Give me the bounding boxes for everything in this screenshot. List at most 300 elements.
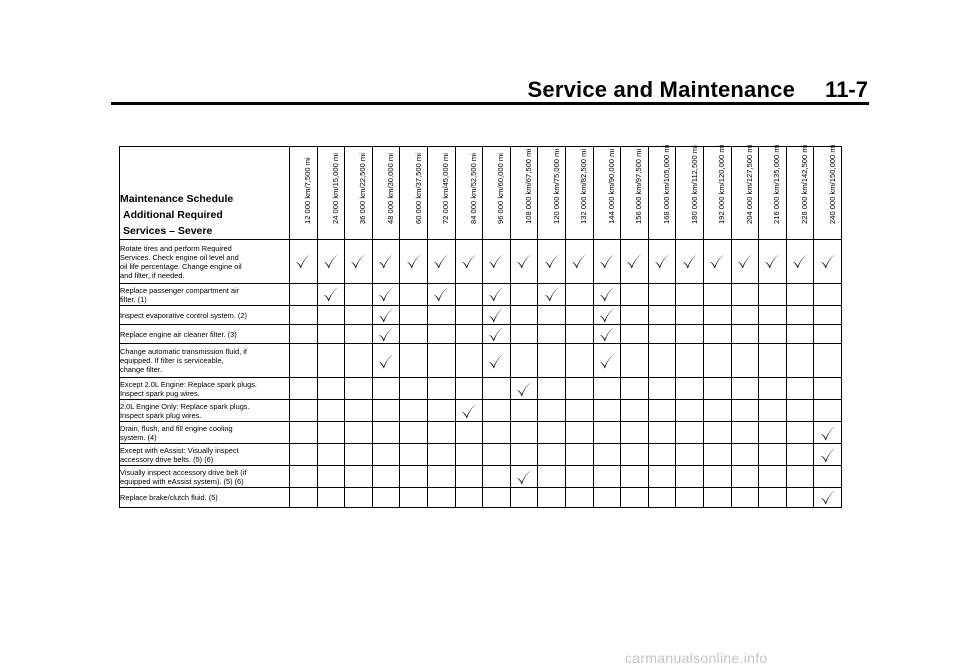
interval-header [427, 147, 455, 240]
checkmark-icon [625, 252, 643, 270]
interval-label: 24 000 km/15,000 mi [330, 153, 340, 224]
service-task-line: accessory drive belts. (5) (6) [120, 454, 214, 464]
schedule-cell [648, 466, 676, 488]
interval-label: 192 000 km/120,000 mi [717, 144, 727, 224]
schedule-cell [621, 488, 649, 507]
schedule-cell [814, 240, 842, 284]
schedule-cell [648, 422, 676, 444]
interval-label: 72 000 km/45,000 mi [441, 153, 451, 224]
schedule-cell [372, 466, 400, 488]
schedule-cell [317, 344, 345, 378]
schedule-cell [648, 378, 676, 400]
schedule-cell [510, 325, 538, 344]
schedule-cell [676, 240, 704, 284]
schedule-cell [648, 284, 676, 306]
schedule-cell [290, 400, 318, 422]
schedule-cell [427, 422, 455, 444]
schedule-cell [345, 240, 373, 284]
schedule-cell [317, 284, 345, 306]
schedule-cell [759, 400, 787, 422]
schedule-cell [676, 284, 704, 306]
schedule-cell [538, 444, 566, 466]
schedule-cell [786, 422, 814, 444]
schedule-cell [676, 400, 704, 422]
schedule-cell [427, 400, 455, 422]
schedule-cell [510, 344, 538, 378]
checkmark-icon [349, 252, 367, 270]
checkmark-icon [377, 325, 395, 343]
schedule-cell [427, 466, 455, 488]
schedule-cell [345, 325, 373, 344]
checkmark-icon [487, 325, 505, 343]
schedule-cell [317, 378, 345, 400]
schedule-cell [372, 344, 400, 378]
table-title-line: Maintenance Schedule [120, 193, 234, 205]
schedule-cell [759, 344, 787, 378]
schedule-cell [731, 344, 759, 378]
service-task-line: 2.0L Engine Only: Replace spark plugs. [120, 401, 250, 411]
schedule-cell [538, 306, 566, 325]
schedule-cell [814, 306, 842, 325]
schedule-cell [731, 240, 759, 284]
schedule-cell [648, 240, 676, 284]
service-task-line: Replace passenger compartment air [120, 285, 240, 295]
interval-header-row [120, 147, 842, 240]
service-task [120, 240, 290, 284]
schedule-cell [345, 306, 373, 325]
schedule-cell [648, 400, 676, 422]
interval-header [621, 147, 649, 240]
service-task [120, 306, 290, 325]
checkmark-icon [791, 252, 809, 270]
schedule-cell [400, 466, 428, 488]
schedule-cell [759, 466, 787, 488]
schedule-cell [621, 284, 649, 306]
schedule-cell [703, 344, 731, 378]
schedule-cell [372, 240, 400, 284]
interval-label: 84 000 km/52,500 mi [468, 153, 478, 224]
schedule-cell [565, 488, 593, 507]
service-task-line: Replace brake/clutch fluid. (5) [120, 493, 218, 503]
checkmark-icon [515, 252, 533, 270]
interval-header [400, 147, 428, 240]
checkmark-icon [377, 352, 395, 370]
interval-label: 144 000 km/90,000 mi [606, 148, 616, 224]
schedule-cell [345, 422, 373, 444]
schedule-cell [759, 240, 787, 284]
interval-label: 180 000 km/112,500 mi [689, 145, 699, 224]
service-task-line: Services. Check engine oil level and [120, 252, 239, 262]
interval-header [538, 147, 566, 240]
service-task-line: oil life percentage. Change engine oil [120, 261, 242, 271]
schedule-cell [593, 400, 621, 422]
table-title [120, 147, 290, 240]
interval-label: 156 000 km/97,500 mi [634, 148, 644, 224]
schedule-cell [593, 422, 621, 444]
schedule-cell [814, 422, 842, 444]
schedule-cell [455, 378, 483, 400]
interval-header [317, 147, 345, 240]
schedule-cell [676, 378, 704, 400]
checkmark-icon [819, 252, 837, 270]
schedule-cell [455, 284, 483, 306]
schedule-cell [345, 378, 373, 400]
page-title: Service and Maintenance [527, 77, 795, 102]
service-task-line: Replace engine air cleaner filter. (3) [120, 329, 237, 339]
schedule-cell [317, 444, 345, 466]
schedule-cell [703, 444, 731, 466]
schedule-cell [290, 284, 318, 306]
schedule-cell [786, 344, 814, 378]
schedule-cell [290, 344, 318, 378]
checkmark-icon [819, 488, 837, 506]
schedule-cell [676, 444, 704, 466]
schedule-cell [565, 378, 593, 400]
schedule-cell [731, 422, 759, 444]
schedule-cell [731, 488, 759, 507]
schedule-cell [593, 284, 621, 306]
schedule-cell [345, 284, 373, 306]
schedule-cell [483, 344, 511, 378]
schedule-cell [290, 240, 318, 284]
checkmark-icon [570, 252, 588, 270]
checkmark-icon [819, 424, 837, 442]
service-task-line: Change automatic transmission fluid, if [120, 347, 247, 357]
schedule-cell [593, 488, 621, 507]
schedule-cell [372, 488, 400, 507]
schedule-cell [483, 306, 511, 325]
schedule-cell [538, 284, 566, 306]
interval-header [290, 147, 318, 240]
schedule-cell [455, 400, 483, 422]
schedule-cell [621, 344, 649, 378]
interval-label: 12 000 km/7,500 mi [303, 157, 313, 224]
interval-header [731, 144, 759, 240]
schedule-cell [703, 488, 731, 507]
service-task-line: equipped with eAssist system). (5) (6) [120, 476, 244, 486]
schedule-cell [814, 488, 842, 507]
interval-header [759, 144, 787, 240]
checkmark-icon [598, 252, 616, 270]
schedule-cell [510, 240, 538, 284]
checkmark-icon [487, 252, 505, 270]
schedule-cell [786, 444, 814, 466]
schedule-row [120, 240, 842, 284]
interval-label: 240 000 km/150,000 mi [827, 144, 837, 224]
interval-header [703, 144, 731, 240]
interval-header [345, 147, 373, 240]
schedule-cell [345, 466, 373, 488]
schedule-cell [345, 400, 373, 422]
schedule-cell [455, 240, 483, 284]
schedule-cell [538, 378, 566, 400]
schedule-cell [400, 240, 428, 284]
interval-label: 216 000 km/135,000 mi [772, 144, 782, 224]
schedule-cell [538, 466, 566, 488]
checkmark-icon [543, 285, 561, 303]
schedule-cell [510, 306, 538, 325]
schedule-cell [510, 444, 538, 466]
schedule-cell [317, 466, 345, 488]
schedule-cell [759, 325, 787, 344]
schedule-cell [345, 344, 373, 378]
checkmark-icon [598, 306, 616, 324]
schedule-cell [731, 284, 759, 306]
schedule-cell [621, 400, 649, 422]
schedule-cell [759, 444, 787, 466]
schedule-cell [648, 325, 676, 344]
schedule-cell [621, 240, 649, 284]
schedule-cell [593, 306, 621, 325]
schedule-cell [483, 378, 511, 400]
service-task-line: Visually inspect accessory drive belt (if [120, 467, 247, 477]
schedule-cell [290, 422, 318, 444]
schedule-cell [400, 378, 428, 400]
schedule-cell [427, 444, 455, 466]
schedule-cell [593, 466, 621, 488]
checkmark-icon [681, 252, 699, 270]
service-task-line: Except with eAssist: Visually inspect [120, 445, 239, 455]
schedule-cell [565, 422, 593, 444]
schedule-row [120, 306, 842, 325]
schedule-cell [372, 306, 400, 325]
schedule-cell [565, 400, 593, 422]
schedule-cell [703, 306, 731, 325]
schedule-cell [483, 488, 511, 507]
schedule-cell [455, 325, 483, 344]
schedule-cell [731, 444, 759, 466]
page-number: 11-7 [825, 77, 868, 102]
schedule-cell [593, 378, 621, 400]
schedule-cell [538, 422, 566, 444]
schedule-cell [372, 400, 400, 422]
schedule-row [120, 400, 842, 422]
schedule-cell [814, 344, 842, 378]
checkmark-icon [543, 252, 561, 270]
schedule-cell [538, 325, 566, 344]
checkmark-icon [460, 252, 478, 270]
checkmark-icon [377, 306, 395, 324]
schedule-cell [593, 325, 621, 344]
service-task [120, 488, 290, 507]
schedule-cell [317, 240, 345, 284]
schedule-cell [814, 325, 842, 344]
interval-label: 228 000 km/142,500 mi [799, 144, 809, 224]
checkmark-icon [432, 285, 450, 303]
checkmark-icon [487, 285, 505, 303]
schedule-cell [814, 284, 842, 306]
checkmark-icon [598, 352, 616, 370]
checkmark-icon [460, 402, 478, 420]
schedule-cell [455, 344, 483, 378]
checkmark-icon [708, 252, 726, 270]
schedule-cell [648, 444, 676, 466]
schedule-cell [565, 444, 593, 466]
site-watermark: carmanualsonline.info [625, 650, 768, 666]
checkmark-icon [598, 285, 616, 303]
schedule-row [120, 488, 842, 507]
schedule-row [120, 284, 842, 306]
schedule-cell [345, 444, 373, 466]
schedule-cell [759, 306, 787, 325]
schedule-cell [372, 325, 400, 344]
schedule-row [120, 325, 842, 344]
schedule-cell [814, 400, 842, 422]
interval-label: 120 000 km/75,000 mi [551, 148, 561, 224]
schedule-cell [455, 444, 483, 466]
schedule-cell [731, 306, 759, 325]
schedule-cell [786, 325, 814, 344]
schedule-cell [290, 444, 318, 466]
schedule-cell [455, 488, 483, 507]
service-task [120, 444, 290, 466]
schedule-cell [400, 306, 428, 325]
schedule-cell [621, 306, 649, 325]
schedule-cell [676, 306, 704, 325]
schedule-cell [510, 422, 538, 444]
schedule-cell [317, 488, 345, 507]
schedule-cell [786, 400, 814, 422]
interval-header [565, 147, 593, 240]
interval-label: 96 000 km/60,000 mi [496, 153, 506, 224]
schedule-cell [759, 284, 787, 306]
checkmark-icon [487, 306, 505, 324]
schedule-row [120, 444, 842, 466]
schedule-cell [814, 444, 842, 466]
schedule-cell [317, 400, 345, 422]
schedule-cell [703, 325, 731, 344]
schedule-cell [565, 344, 593, 378]
service-task [120, 284, 290, 306]
schedule-cell [731, 325, 759, 344]
service-task [120, 400, 290, 422]
interval-header [648, 144, 676, 240]
schedule-cell [483, 444, 511, 466]
schedule-cell [372, 444, 400, 466]
schedule-cell [483, 422, 511, 444]
checkmark-icon [294, 252, 312, 270]
schedule-cell [814, 466, 842, 488]
checkmark-icon [736, 252, 754, 270]
schedule-cell [676, 344, 704, 378]
schedule-cell [759, 422, 787, 444]
checkmark-icon [487, 352, 505, 370]
schedule-cell [565, 284, 593, 306]
interval-label: 36 000 km/22,500 mi [358, 153, 368, 224]
header-rule [111, 102, 869, 105]
schedule-cell [676, 325, 704, 344]
schedule-cell [703, 240, 731, 284]
schedule-row [120, 466, 842, 488]
schedule-cell [510, 378, 538, 400]
interval-label: 132 000 km/82,500 mi [579, 148, 589, 224]
schedule-cell [538, 488, 566, 507]
schedule-cell [786, 240, 814, 284]
schedule-cell [400, 444, 428, 466]
interval-label: 168 000 km/105,000 mi [662, 144, 672, 224]
service-task-line: Rotate tires and perform Required [120, 243, 232, 253]
schedule-row [120, 344, 842, 378]
service-task [120, 422, 290, 444]
schedule-cell [731, 400, 759, 422]
schedule-cell [455, 306, 483, 325]
schedule-cell [648, 306, 676, 325]
schedule-row [120, 378, 842, 400]
schedule-cell [759, 378, 787, 400]
schedule-cell [621, 444, 649, 466]
schedule-cell [400, 488, 428, 507]
schedule-cell [510, 400, 538, 422]
checkmark-icon [819, 446, 837, 464]
schedule-cell [814, 378, 842, 400]
schedule-cell [317, 306, 345, 325]
schedule-cell [703, 378, 731, 400]
schedule-cell [731, 378, 759, 400]
checkmark-icon [763, 252, 781, 270]
schedule-cell [786, 466, 814, 488]
schedule-cell [290, 325, 318, 344]
maintenance-schedule-table [119, 146, 842, 508]
checkmark-icon [322, 252, 340, 270]
schedule-cell [538, 344, 566, 378]
interval-header [786, 144, 814, 240]
service-task-line: change filter. [120, 365, 162, 375]
schedule-cell [703, 400, 731, 422]
interval-label: 108 000 km/67,500 mi [524, 148, 534, 224]
schedule-cell [593, 444, 621, 466]
service-task [120, 325, 290, 344]
interval-header [593, 147, 621, 240]
schedule-cell [427, 488, 455, 507]
schedule-cell [759, 488, 787, 507]
checkmark-icon [515, 380, 533, 398]
schedule-cell [317, 422, 345, 444]
schedule-cell [400, 422, 428, 444]
service-task-line: system. (4) [120, 432, 157, 442]
schedule-cell [731, 466, 759, 488]
schedule-cell [427, 284, 455, 306]
schedule-cell [786, 488, 814, 507]
checkmark-icon [653, 252, 671, 270]
schedule-cell [455, 466, 483, 488]
checkmark-icon [515, 468, 533, 486]
schedule-cell [400, 284, 428, 306]
schedule-cell [483, 284, 511, 306]
interval-header [483, 147, 511, 240]
interval-header [676, 147, 704, 240]
schedule-cell [455, 422, 483, 444]
checkmark-icon [322, 285, 340, 303]
checkmark-icon [405, 252, 423, 270]
schedule-cell [483, 466, 511, 488]
interval-header [455, 147, 483, 240]
schedule-cell [290, 306, 318, 325]
schedule-cell [317, 325, 345, 344]
schedule-cell [621, 466, 649, 488]
schedule-cell [648, 488, 676, 507]
schedule-cell [593, 344, 621, 378]
checkmark-icon [598, 325, 616, 343]
interval-label: 60 000 km/37,500 mi [413, 153, 423, 224]
schedule-cell [510, 466, 538, 488]
schedule-cell [593, 240, 621, 284]
table-title-line: Additional Required [123, 209, 223, 221]
schedule-cell [786, 378, 814, 400]
checkmark-icon [377, 252, 395, 270]
schedule-cell [565, 240, 593, 284]
schedule-cell [676, 422, 704, 444]
service-task-line: Drain, flush, and fill engine cooling [120, 423, 233, 433]
